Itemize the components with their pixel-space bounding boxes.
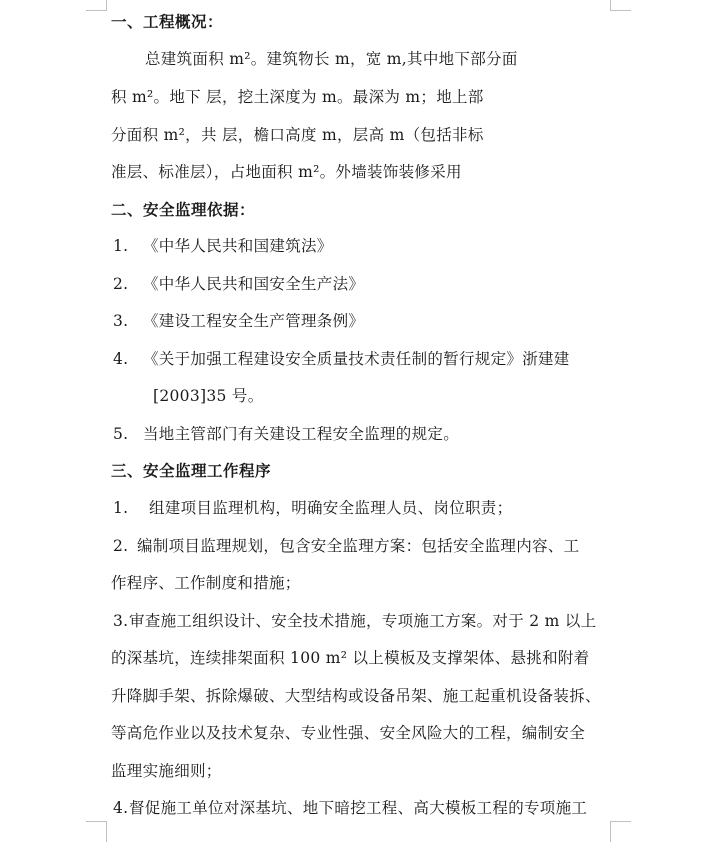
list-item-text: 督促施工单位对深基坑、地下暗挖工程、高大模板工程的专项施工 — [129, 799, 588, 817]
section-heading-overview: 一、工程概况： — [111, 12, 224, 31]
paragraph-line: 准层、标准层），占地面积 m²。外墙装饰装修采用 — [111, 163, 462, 181]
list-item-text: 审查施工组织设计、安全技术措施，专项施工方案。对于 2 m 以上 — [129, 612, 597, 630]
section-heading-basis: 二、安全监理依据： — [111, 200, 256, 219]
list-item — [113, 349, 613, 369]
list-item-text: 《建设工程安全生产管理条例》 — [143, 312, 365, 330]
list-item-continuation: 等高危作业以及技术复杂、专业性强、安全风险大的工程，编制安全 — [111, 724, 586, 742]
list-item — [113, 536, 613, 556]
list-item-continuation: 的深基坑，连续排架面积 100 m² 以上模板及支撑架体、悬挑和附着 — [111, 649, 590, 667]
crop-mark-bottom-right — [610, 821, 631, 842]
list-item-text: 编制项目监理规划，包含安全监理方案：包括安全监理内容、工 — [137, 537, 580, 555]
list-item-text: 组建项目监理机构，明确安全监理人员、岗位职责； — [149, 499, 513, 517]
list-item-number: 3. — [113, 312, 129, 330]
list-item-number: 5. — [113, 425, 129, 443]
list-item-number: 4. — [113, 350, 129, 368]
list-item-number: 1. — [113, 499, 129, 517]
list-item-continuation: [2003]35 号。 — [153, 387, 264, 405]
section-heading-procedure: 三、安全监理工作程序 — [111, 461, 272, 480]
list-item-number: 2. — [113, 275, 129, 293]
list-item-text: 《中华人民共和国安全生产法》 — [143, 275, 365, 293]
crop-mark-top-left — [86, 0, 107, 11]
list-item-number: 2. — [113, 537, 129, 555]
list-item — [113, 611, 613, 631]
list-item-continuation: 升降脚手架、拆除爆破、大型结构或设备吊架、施工起重机设备装拆、 — [111, 687, 601, 705]
list-item — [113, 798, 613, 818]
crop-mark-top-right — [610, 0, 631, 11]
list-item-number: 1. — [113, 237, 129, 255]
paragraph-line: 积 m²。地下 层，挖土深度为 m。最深为 m；地上部 — [111, 88, 484, 106]
list-item — [113, 274, 613, 294]
list-item-text: 当地主管部门有关建设工程安全监理的规定。 — [143, 425, 460, 443]
list-item-number: 4. — [113, 799, 129, 817]
crop-mark-bottom-left — [86, 821, 107, 842]
list-item-number: 3. — [113, 612, 129, 630]
list-item-continuation: 监理实施细则； — [111, 762, 222, 780]
list-item-text: 《关于加强工程建设安全质量技术责任制的暂行规定》浙建建 — [143, 350, 570, 368]
list-item — [113, 498, 613, 518]
paragraph-line: 分面积 m²，共 层，檐口高度 m，层高 m（包括非标 — [111, 126, 484, 144]
list-item-continuation: 作程序、工作制度和措施； — [111, 574, 301, 592]
paragraph-line: 总建筑面积 m²。建筑物长 m，宽 m,其中地下部分面 — [145, 50, 518, 68]
list-item — [113, 424, 613, 444]
list-item-text: 《中华人民共和国建筑法》 — [143, 237, 333, 255]
list-item — [113, 236, 613, 256]
list-item — [113, 311, 613, 331]
